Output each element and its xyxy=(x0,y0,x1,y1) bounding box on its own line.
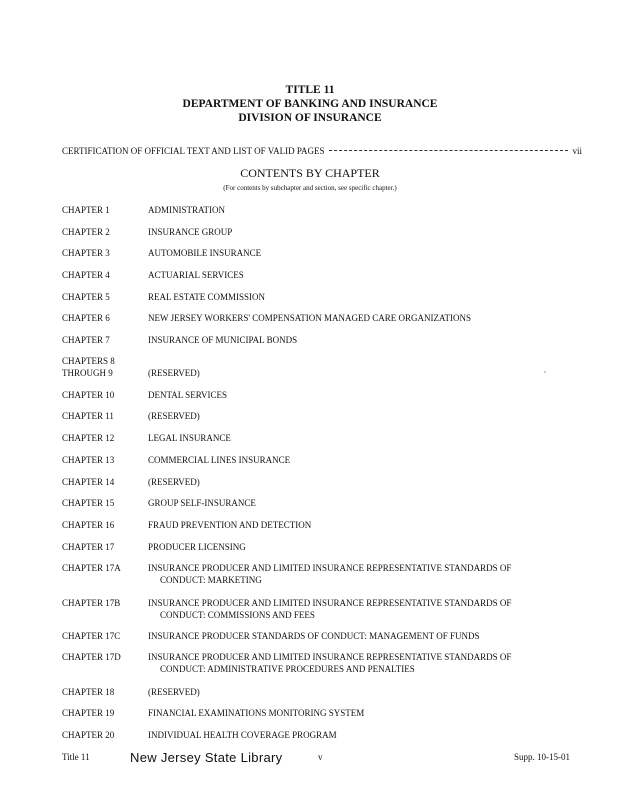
chapter-title: FRAUD PREVENTION AND DETECTION xyxy=(148,520,312,530)
chapter-label: CHAPTER 17A xyxy=(62,563,121,573)
chapter-title: COMMERCIAL LINES INSURANCE xyxy=(148,455,291,465)
page-title: TITLE 11 xyxy=(285,84,335,96)
footer-title: Title 11 xyxy=(62,752,90,762)
chapter-label: CHAPTER 4 xyxy=(62,270,110,280)
chapter-title: NEW JERSEY WORKERS' COMPENSATION MANAGED CARE ORGANIZATIONS xyxy=(148,313,471,323)
chapter-label: CHAPTER 15 xyxy=(62,498,115,508)
chapter-title: (RESERVED) xyxy=(148,411,200,421)
chapter-label: CHAPTER 12 xyxy=(62,433,115,443)
chapter-title: (RESERVED) xyxy=(148,368,200,378)
chapter-label: CHAPTER 17 xyxy=(62,542,115,552)
chapter-title: REAL ESTATE COMMISSION xyxy=(148,292,265,302)
chapter-title: INSURANCE PRODUCER AND LIMITED INSURANCE REPRESENTATIVE STANDARDS OF xyxy=(148,652,512,662)
chapter-title: GROUP SELF-INSURANCE xyxy=(148,498,256,508)
library-stamp: New Jersey State Library xyxy=(130,750,283,765)
chapter-label: CHAPTER 14 xyxy=(62,477,115,487)
chapter-title-continued: CONDUCT: ADMINISTRATIVE PROCEDURES AND PENALTIES xyxy=(160,664,415,674)
chapter-title: LEGAL INSURANCE xyxy=(148,433,231,443)
certification-line xyxy=(62,146,582,156)
chapter-title: (RESERVED) xyxy=(148,477,200,487)
chapter-label: CHAPTER 16 xyxy=(62,520,115,530)
chapter-title: INDIVIDUAL HEALTH COVERAGE PROGRAM xyxy=(148,730,337,740)
chapter-title: ACTUARIAL SERVICES xyxy=(148,270,244,280)
chapter-title-continued: CONDUCT: COMMISSIONS AND FEES xyxy=(160,610,315,620)
chapter-title: INSURANCE PRODUCER AND LIMITED INSURANCE REPRESENTATIVE STANDARDS OF xyxy=(148,563,512,573)
chapter-label: CHAPTER 5 xyxy=(62,292,110,302)
chapter-label: CHAPTER 13 xyxy=(62,455,115,465)
chapter-title: AUTOMOBILE INSURANCE xyxy=(148,248,262,258)
dot-leader xyxy=(329,150,569,151)
chapter-title: ADMINISTRATION xyxy=(148,205,225,215)
chapter-label-continued: THROUGH 9 xyxy=(62,368,113,378)
chapter-label: CHAPTER 1 xyxy=(62,205,110,215)
scan-speck xyxy=(544,371,546,373)
chapter-title: DENTAL SERVICES xyxy=(148,390,227,400)
chapter-title: (RESERVED) xyxy=(148,687,200,697)
certification-page: vii xyxy=(572,146,582,156)
chapter-label: CHAPTER 6 xyxy=(62,313,110,323)
chapter-label: CHAPTER 7 xyxy=(62,335,110,345)
chapter-title: PRODUCER LICENSING xyxy=(148,542,246,552)
chapter-label: CHAPTER 17C xyxy=(62,631,121,641)
footer-supplement-date: Supp. 10-15-01 xyxy=(514,752,570,762)
chapter-label: CHAPTER 3 xyxy=(62,248,110,258)
chapter-title: INSURANCE PRODUCER AND LIMITED INSURANCE REPRESENTATIVE STANDARDS OF xyxy=(148,598,512,608)
chapter-title: FINANCIAL EXAMINATIONS MONITORING SYSTEM xyxy=(148,708,365,718)
chapter-label: CHAPTER 20 xyxy=(62,730,115,740)
footer-page-number: v xyxy=(318,752,323,762)
chapter-label: CHAPTER 17B xyxy=(62,598,121,608)
chapter-title-continued: CONDUCT: MARKETING xyxy=(160,575,262,585)
chapter-title: INSURANCE PRODUCER STANDARDS OF CONDUCT: MANAGEMENT OF FUNDS xyxy=(148,631,480,641)
chapter-label: CHAPTER 10 xyxy=(62,390,115,400)
chapter-label: CHAPTERS 8 xyxy=(62,356,115,366)
department-heading: DEPARTMENT OF BANKING AND INSURANCE xyxy=(182,98,438,110)
chapter-title: INSURANCE OF MUNICIPAL BONDS xyxy=(148,335,298,345)
chapter-title: INSURANCE GROUP xyxy=(148,227,233,237)
chapter-label: CHAPTER 2 xyxy=(62,227,110,237)
chapter-label: CHAPTER 11 xyxy=(62,411,114,421)
chapter-label: CHAPTER 17D xyxy=(62,652,121,662)
contents-heading: CONTENTS BY CHAPTER xyxy=(240,166,380,180)
contents-note: (For contents by subchapter and section, see specific chapter.) xyxy=(223,184,397,192)
chapter-label: CHAPTER 19 xyxy=(62,708,115,718)
chapter-label: CHAPTER 18 xyxy=(62,687,115,697)
division-heading: DIVISION OF INSURANCE xyxy=(238,112,382,124)
certification-label: CERTIFICATION OF OFFICIAL TEXT AND LIST OF VALID PAGES xyxy=(62,146,325,156)
